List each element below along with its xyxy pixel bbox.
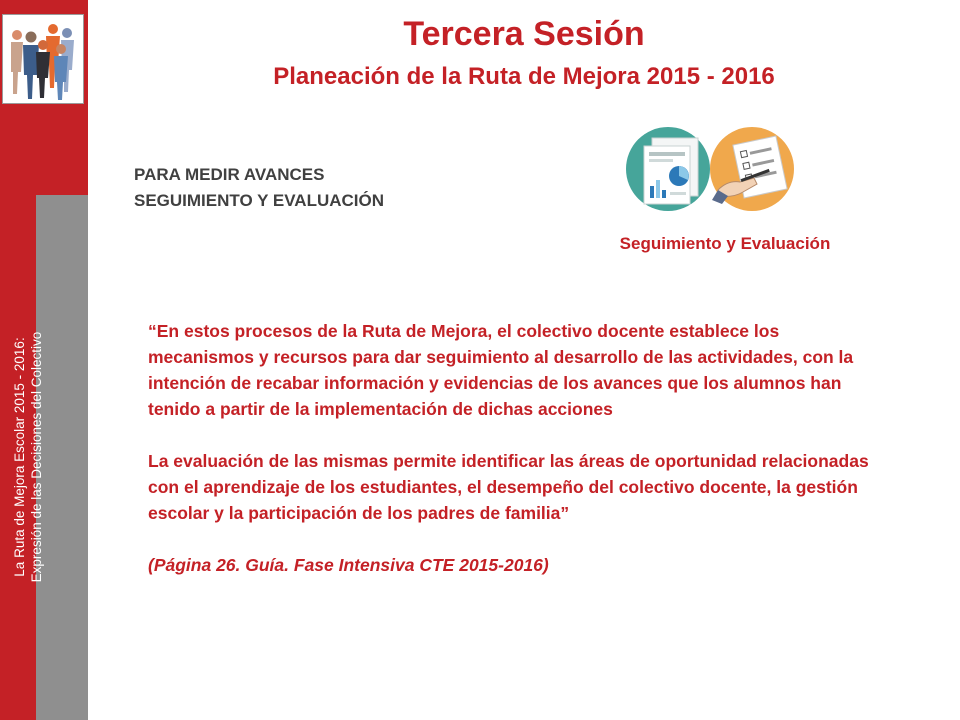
page-title: Tercera Sesión <box>403 15 645 53</box>
page-subtitle: Planeación de la Ruta de Mejora 2015 - 2016 <box>273 63 775 90</box>
section-heading <box>134 162 384 214</box>
logo <box>2 14 84 104</box>
quote-paragraph-2: La evaluación de las mismas permite identificar las áreas de oportunidad relacionadas con el aprendizaje de los estudiantes, el desempeño del colectivo docente, la gestión escolar y la participación de los padres de familia” <box>148 451 869 523</box>
illustration <box>622 124 802 214</box>
report-chart-icon <box>626 127 710 211</box>
vertical-caption-line1: La Ruta de Mejora Escolar 2015 - 2016: <box>12 337 27 577</box>
vertical-caption <box>11 247 61 667</box>
quote-paragraph-1: “En estos procesos de la Ruta de Mejora, el colectivo docente establece los mecanismos y recursos para dar seguimiento al desarrollo de las actividades, con la intención de recabar información y evidencias de los avances que los alumnos han tenido a partir de la implementación de dichas acciones <box>148 321 854 419</box>
section-heading-line1: PARA MEDIR AVANCES <box>134 165 325 184</box>
sidebar <box>0 0 88 720</box>
section-heading-line2: SEGUIMIENTO Y EVALUACIÓN <box>134 191 385 210</box>
illustration-caption: Seguimiento y Evaluación <box>619 234 831 253</box>
vertical-caption-line2: Expresión de las Decisiones del Colectivo <box>29 331 44 583</box>
quote-citation: (Página 26. Guía. Fase Intensiva CTE 2015-2016) <box>148 555 549 575</box>
checklist-hand-icon <box>710 127 794 211</box>
quote-block <box>148 318 888 578</box>
people-group-icon <box>3 15 83 103</box>
